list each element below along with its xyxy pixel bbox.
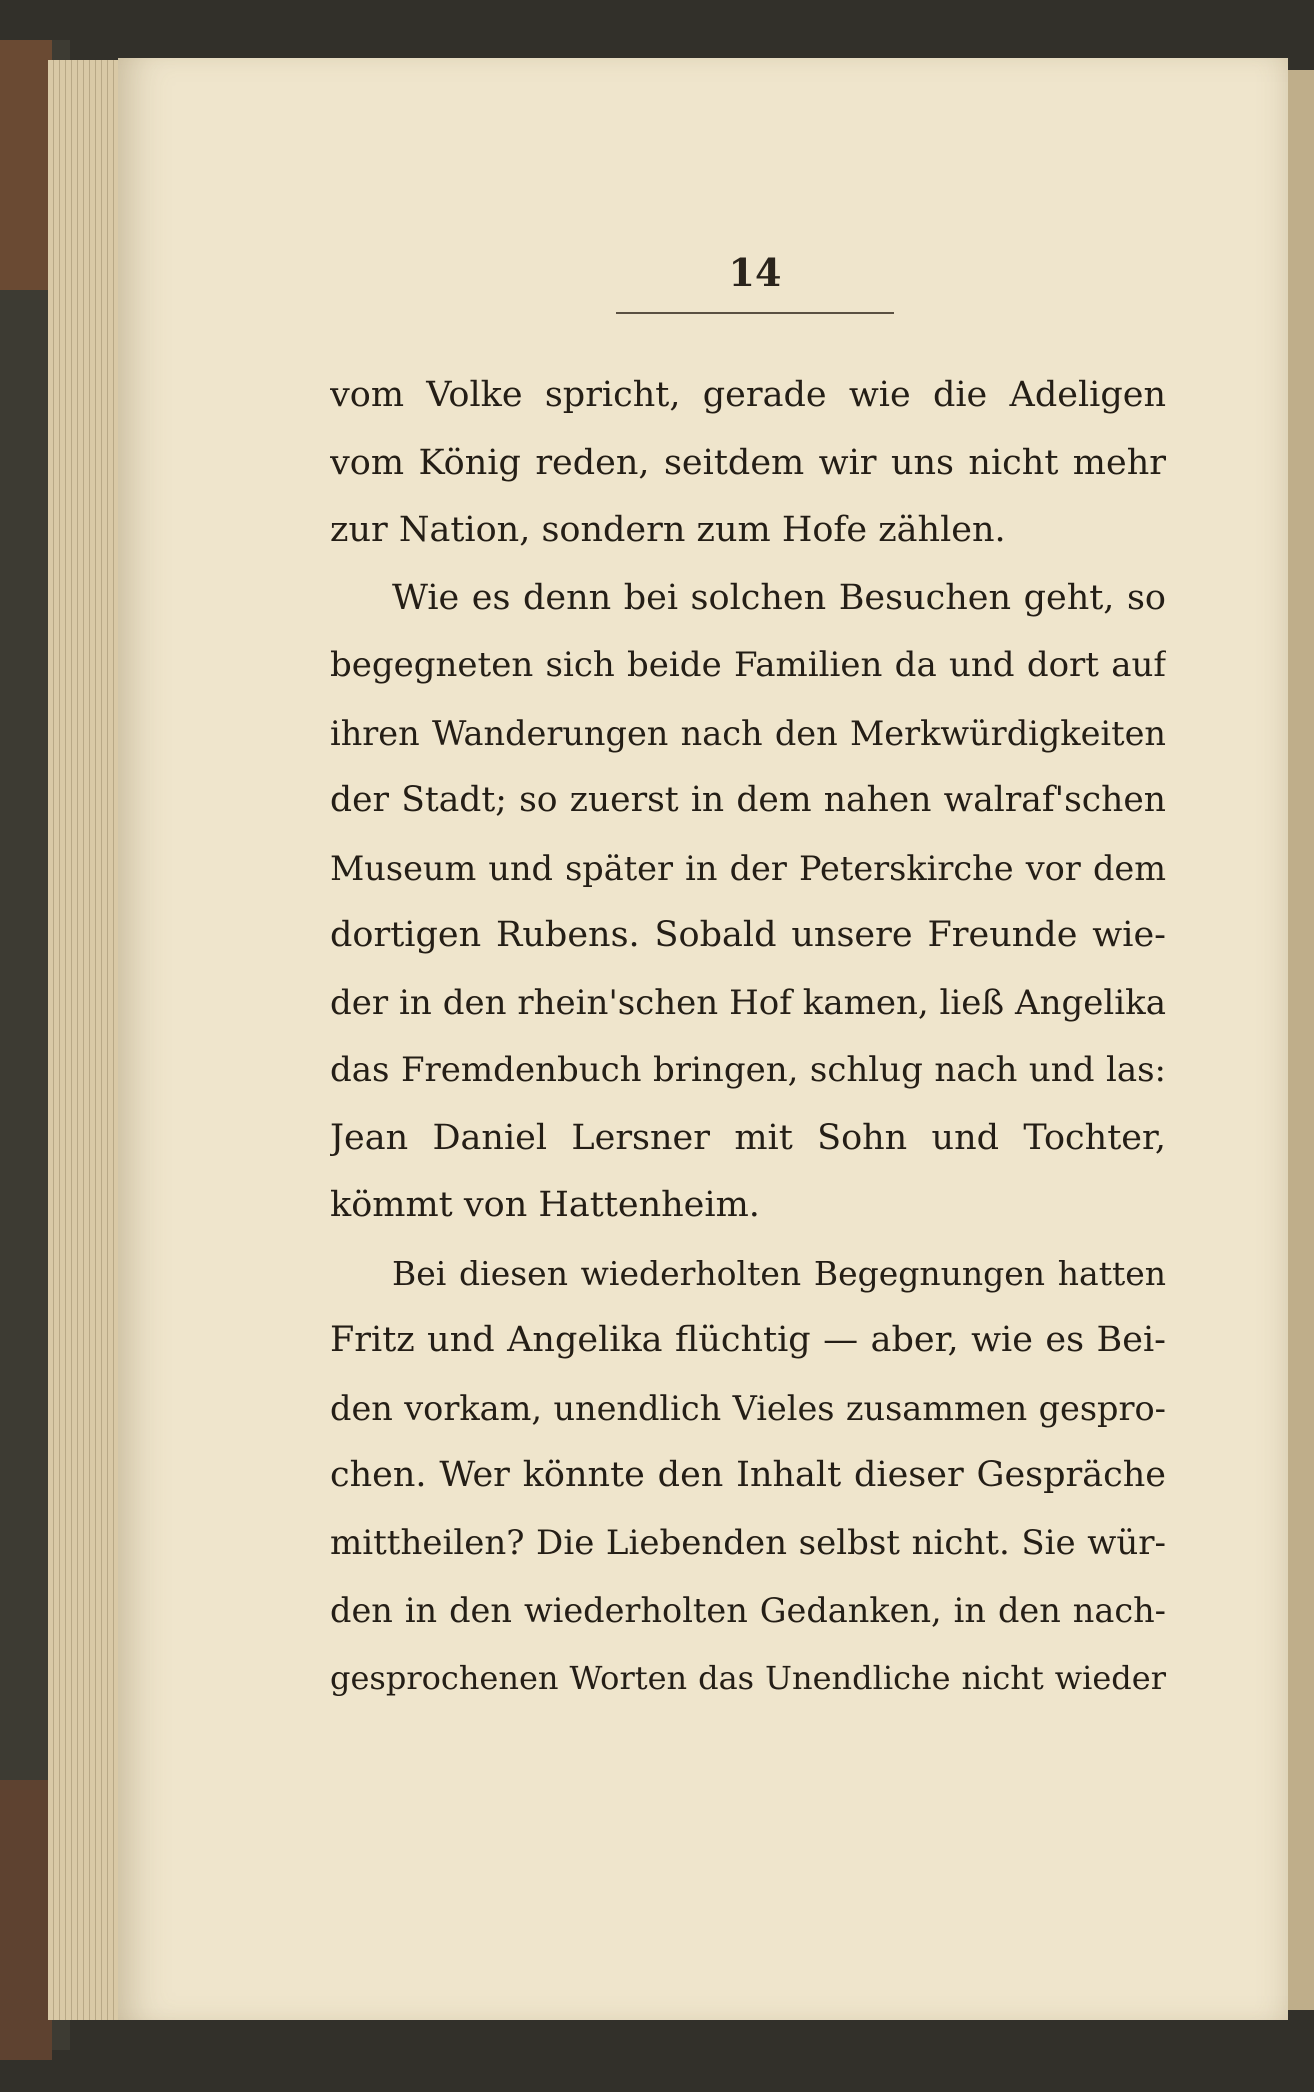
header-rule bbox=[616, 312, 894, 314]
text-line: gesprochenen Worten das Unendliche nicht wieder bbox=[330, 1658, 1166, 1697]
text-line: Fritz und Angelika flüchtig — aber, wie es Bei- bbox=[330, 1320, 1166, 1360]
text-line: vom Volke spricht, gerade wie die Adeligen bbox=[330, 375, 1166, 415]
text-line: der in den rhein'schen Hof kamen, ließ Angelika bbox=[330, 982, 1166, 1023]
text-line: das Fremdenbuch bringen, schlug nach und las: bbox=[330, 1050, 1166, 1090]
text-line: der Stadt; so zuerst in dem nahen walraf'schen bbox=[330, 780, 1166, 820]
text-line: vom König reden, seitdem wir uns nicht mehr bbox=[330, 442, 1166, 483]
text-line: dortigen Rubens. Sobald unsere Freunde wie- bbox=[330, 915, 1166, 955]
text-line: Wie es denn bei solchen Besuchen geht, so bbox=[392, 577, 1166, 618]
text-line: begegneten sich beide Familien da und dort auf bbox=[330, 645, 1166, 685]
body-text bbox=[330, 362, 1166, 1712]
text-line: ihren Wanderungen nach den Merkwürdigkeiten bbox=[330, 713, 1166, 753]
text-line: den in den wiederholten Gedanken, in den nach- bbox=[330, 1591, 1166, 1630]
page-edges bbox=[48, 60, 128, 2020]
leather-corner-bottom bbox=[0, 1780, 52, 2060]
text-line: den vorkam, unendlich Vieles zusammen gespro- bbox=[330, 1388, 1166, 1428]
text-line: Museum und später in der Peterskirche vor dem bbox=[330, 848, 1166, 888]
text-line: kömmt von Hattenheim. bbox=[330, 1185, 760, 1225]
leather-corner-top bbox=[0, 40, 52, 290]
text-line: mittheilen? Die Liebenden selbst nicht. Sie wür- bbox=[330, 1522, 1166, 1563]
text-line: zur Nation, sondern zum Hofe zählen. bbox=[330, 510, 1006, 550]
text-line: Bei diesen wiederholten Begegnungen hatten bbox=[392, 1253, 1166, 1293]
page-number: 14 bbox=[728, 250, 782, 295]
text-line: Jean Daniel Lersner mit Sohn und Tochter, bbox=[330, 1117, 1166, 1158]
text-line: chen. Wer könnte den Inhalt dieser Gespräche bbox=[330, 1455, 1166, 1495]
